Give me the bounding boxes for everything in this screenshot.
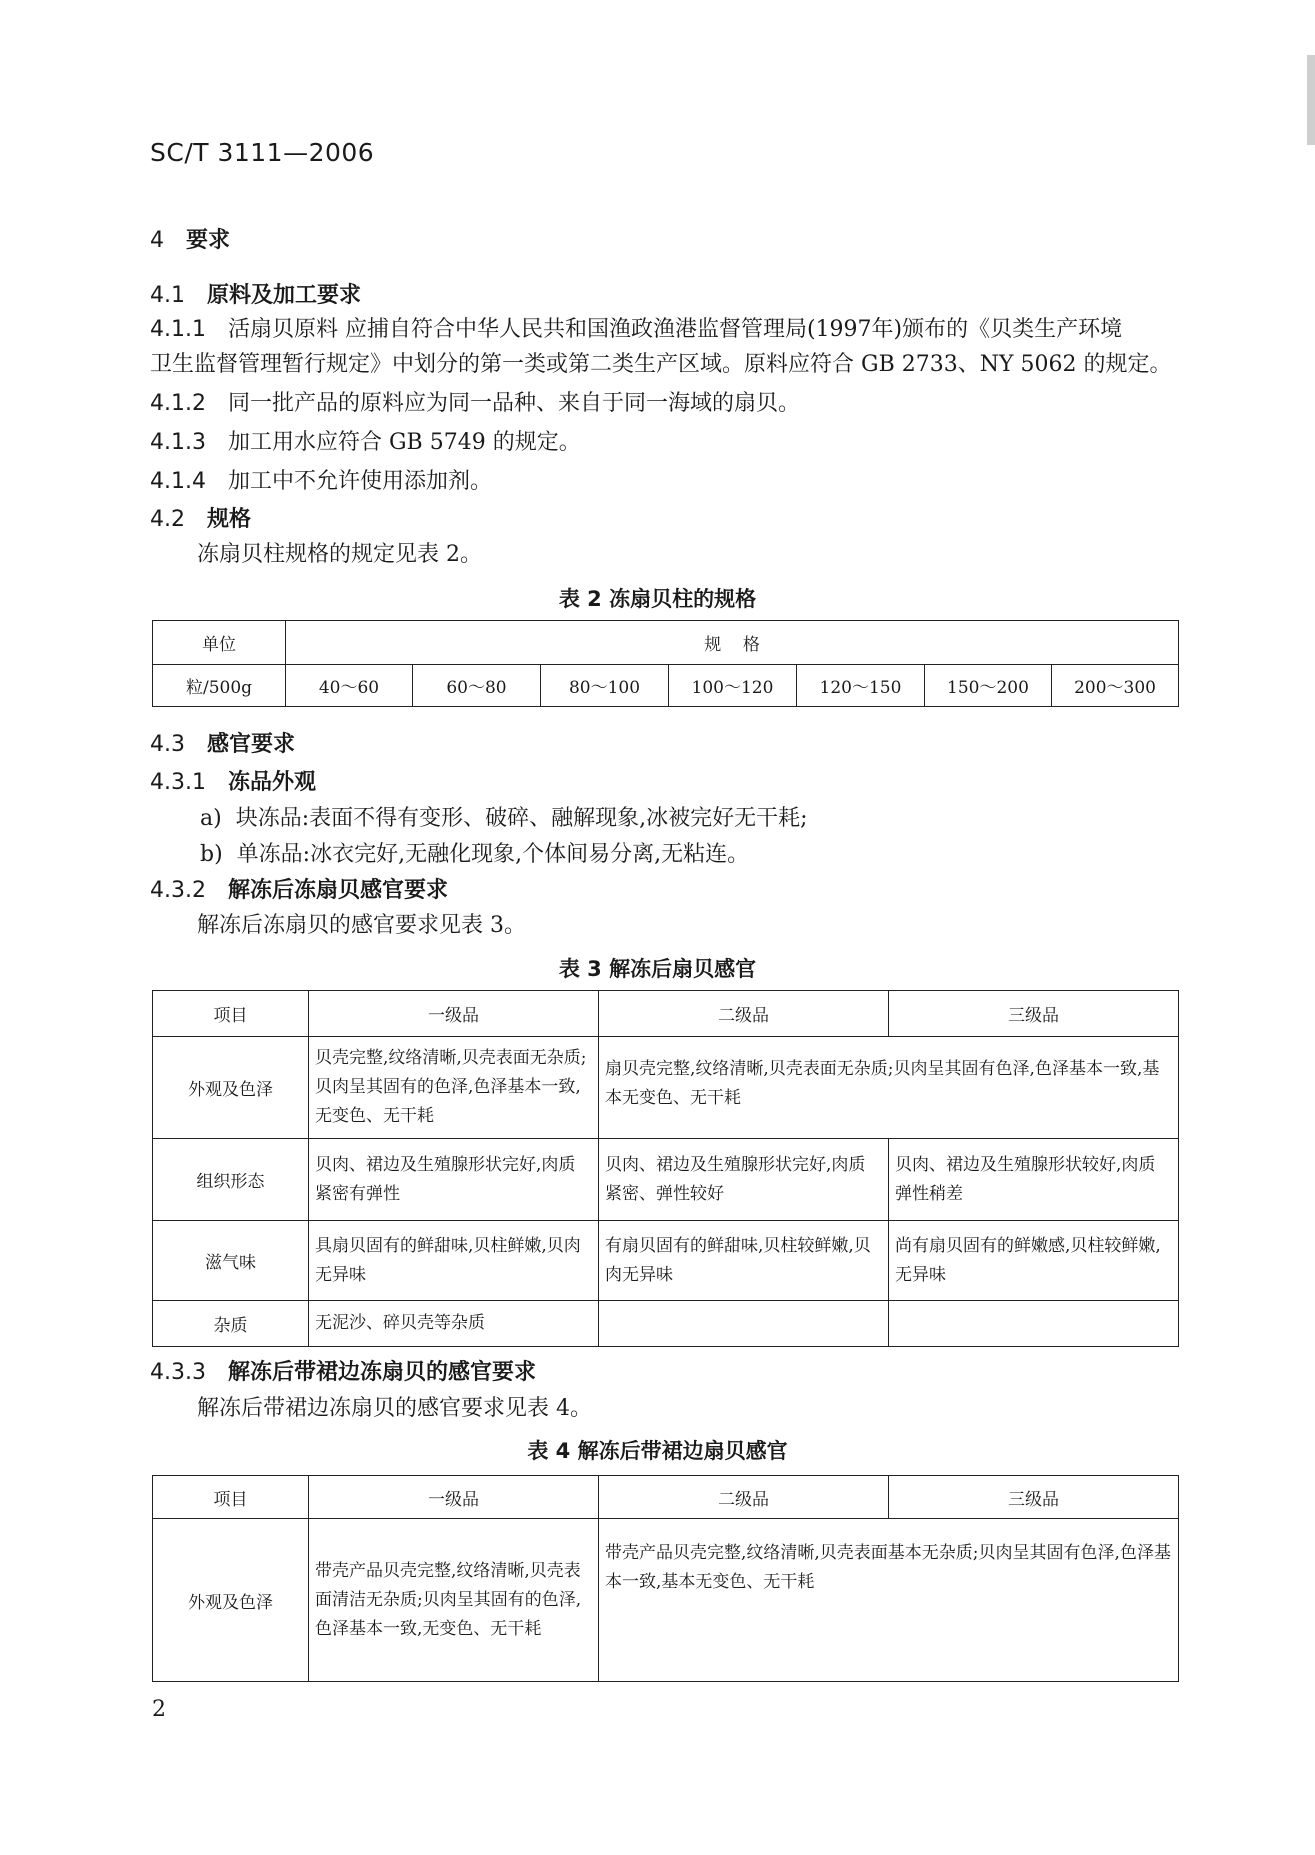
table-header-cell: 三级品 <box>889 991 1179 1037</box>
paragraph-text: 活扇贝原料 应捕自符合中华人民共和国渔政渔港监督管理局(1997年)颁布的《贝类生产环境 <box>227 317 1123 342</box>
paragraph-text: 加工用水应符合 GB 5749 的规定。 <box>227 430 581 455</box>
section-number: 4.1.3 <box>150 430 206 455</box>
section-4-3-3-heading <box>150 1354 536 1392</box>
table-cell: 带壳产品贝壳完整,纹络清晰,贝壳表面清洁无杂质;贝肉呈其固有的色泽,色泽基本一致,无变色、无干耗 <box>309 1519 599 1682</box>
table-header-cell: 项目 <box>153 1476 309 1519</box>
section-4-1-1-line2: 卫生监督管理暂行规定》中划分的第一类或第二类生产区域。原料应符合 GB 2733、NY 5062 的规定。 <box>150 352 1172 377</box>
table-cell: 150～200 <box>925 665 1052 707</box>
section-title: 解冻后冻扇贝感官要求 <box>227 878 448 903</box>
section-4-2-text: 冻扇贝柱规格的规定见表 2。 <box>197 542 482 567</box>
list-marker: a) <box>200 806 222 831</box>
section-title: 感官要求 <box>207 732 296 757</box>
section-number: 4.3.2 <box>150 878 206 903</box>
table-row-label: 杂质 <box>153 1301 309 1347</box>
section-number: 4.1 <box>150 283 185 308</box>
table-cell: 贝肉、裙边及生殖腺形状完好,肉质紧密、弹性较好 <box>599 1139 889 1221</box>
section-number: 4.1.2 <box>150 391 206 416</box>
table-cell <box>599 1301 889 1347</box>
table-header-cell: 项目 <box>153 991 309 1037</box>
section-4-2-heading <box>150 501 251 539</box>
list-marker: b) <box>200 842 223 867</box>
table-cell: 贝壳完整,纹络清晰,贝壳表面无杂质;贝肉呈其固有的色泽,色泽基本一致,无变色、无干耗 <box>309 1037 599 1139</box>
table-2-caption: 表 2 冻扇贝柱的规格 <box>558 587 757 611</box>
section-4-1-4 <box>150 463 492 501</box>
table-header-cell: 三级品 <box>889 1476 1179 1519</box>
section-title: 解冻后带裙边冻扇贝的感官要求 <box>227 1360 536 1385</box>
table-cell: 100～120 <box>669 665 797 707</box>
list-item-text: 块冻品:表面不得有变形、破碎、融解现象,冰被完好无干耗; <box>235 806 808 831</box>
section-title: 原料及加工要求 <box>207 283 362 308</box>
table-header-cell: 一级品 <box>309 1476 599 1519</box>
table-header-cell: 二级品 <box>599 991 889 1037</box>
table-cell: 扇贝壳完整,纹络清晰,贝壳表面无杂质;贝肉呈其固有色泽,色泽基本一致,基本无变色、无干耗 <box>599 1037 1179 1139</box>
table-cell: 80～100 <box>541 665 669 707</box>
section-number: 4.3.1 <box>150 770 206 795</box>
section-4-1-3 <box>150 424 581 462</box>
section-4-3-heading <box>150 726 295 764</box>
section-number: 4.1.1 <box>150 317 206 342</box>
section-4-3-2-heading <box>150 872 448 910</box>
paragraph-text: 加工中不允许使用添加剂。 <box>227 469 492 494</box>
scan-edge-mark <box>1307 55 1315 145</box>
table-4 <box>152 1475 1179 1682</box>
table-3-caption: 表 3 解冻后扇贝感官 <box>558 957 757 981</box>
section-number: 4.2 <box>150 507 185 532</box>
table-cell: 120～150 <box>797 665 925 707</box>
table-header-cell: 一级品 <box>309 991 599 1037</box>
section-4-1-1-line1 <box>150 311 1122 349</box>
section-4-1-2 <box>150 385 800 423</box>
table-2-header-spec: 规 格 <box>286 621 1179 665</box>
table-row-label: 组织形态 <box>153 1139 309 1221</box>
section-title: 冻品外观 <box>227 770 316 795</box>
section-4-heading <box>150 222 230 260</box>
table-cell: 尚有扇贝固有的鲜嫩感,贝柱较鲜嫩,无异味 <box>889 1221 1179 1301</box>
table-4-caption: 表 4 解冻后带裙边扇贝感官 <box>527 1439 788 1463</box>
table-row-label: 外观及色泽 <box>153 1519 309 1682</box>
list-item-text: 单冻品:冰衣完好,无融化现象,个体间易分离,无粘连。 <box>236 842 750 867</box>
section-title: 要求 <box>186 228 231 253</box>
table-cell: 贝肉、裙边及生殖腺形状较好,肉质弹性稍差 <box>889 1139 1179 1221</box>
table-cell: 无泥沙、碎贝壳等杂质 <box>309 1301 599 1347</box>
table-header-cell: 二级品 <box>599 1476 889 1519</box>
section-title: 规格 <box>207 507 252 532</box>
section-4-3-2-text: 解冻后冻扇贝的感官要求见表 3。 <box>197 913 526 938</box>
table-3 <box>152 990 1179 1347</box>
table-2-row-unit: 粒/500g <box>153 665 286 707</box>
section-4-1-heading <box>150 277 361 315</box>
table-2 <box>152 620 1179 707</box>
list-item-a <box>200 800 808 838</box>
table-cell: 40～60 <box>286 665 413 707</box>
table-cell: 贝肉、裙边及生殖腺形状完好,肉质紧密有弹性 <box>309 1139 599 1221</box>
section-number: 4 <box>150 228 164 253</box>
table-cell: 200～300 <box>1052 665 1179 707</box>
paragraph-text: 同一批产品的原料应为同一品种、来自于同一海域的扇贝。 <box>227 391 800 416</box>
list-item-b <box>200 836 749 874</box>
section-4-3-1-heading <box>150 764 316 802</box>
section-number: 4.3 <box>150 732 185 757</box>
table-cell: 有扇贝固有的鲜甜味,贝柱较鲜嫩,贝肉无异味 <box>599 1221 889 1301</box>
table-cell <box>889 1301 1179 1347</box>
section-number: 4.3.3 <box>150 1360 206 1385</box>
table-cell: 具扇贝固有的鲜甜味,贝柱鲜嫩,贝肉无异味 <box>309 1221 599 1301</box>
table-2-header-unit: 单位 <box>153 621 286 665</box>
table-row-label: 外观及色泽 <box>153 1037 309 1139</box>
section-number: 4.1.4 <box>150 469 206 494</box>
section-4-3-3-text: 解冻后带裙边冻扇贝的感官要求见表 4。 <box>197 1396 592 1421</box>
table-cell: 带壳产品贝壳完整,纹络清晰,贝壳表面基本无杂质;贝肉呈其固有色泽,色泽基本一致,基本无变色、无干耗 <box>599 1519 1179 1682</box>
standard-code: SC/T 3111—2006 <box>150 138 375 167</box>
table-row-label: 滋气味 <box>153 1221 309 1301</box>
page-number: 2 <box>152 1697 166 1722</box>
table-cell: 60～80 <box>413 665 541 707</box>
